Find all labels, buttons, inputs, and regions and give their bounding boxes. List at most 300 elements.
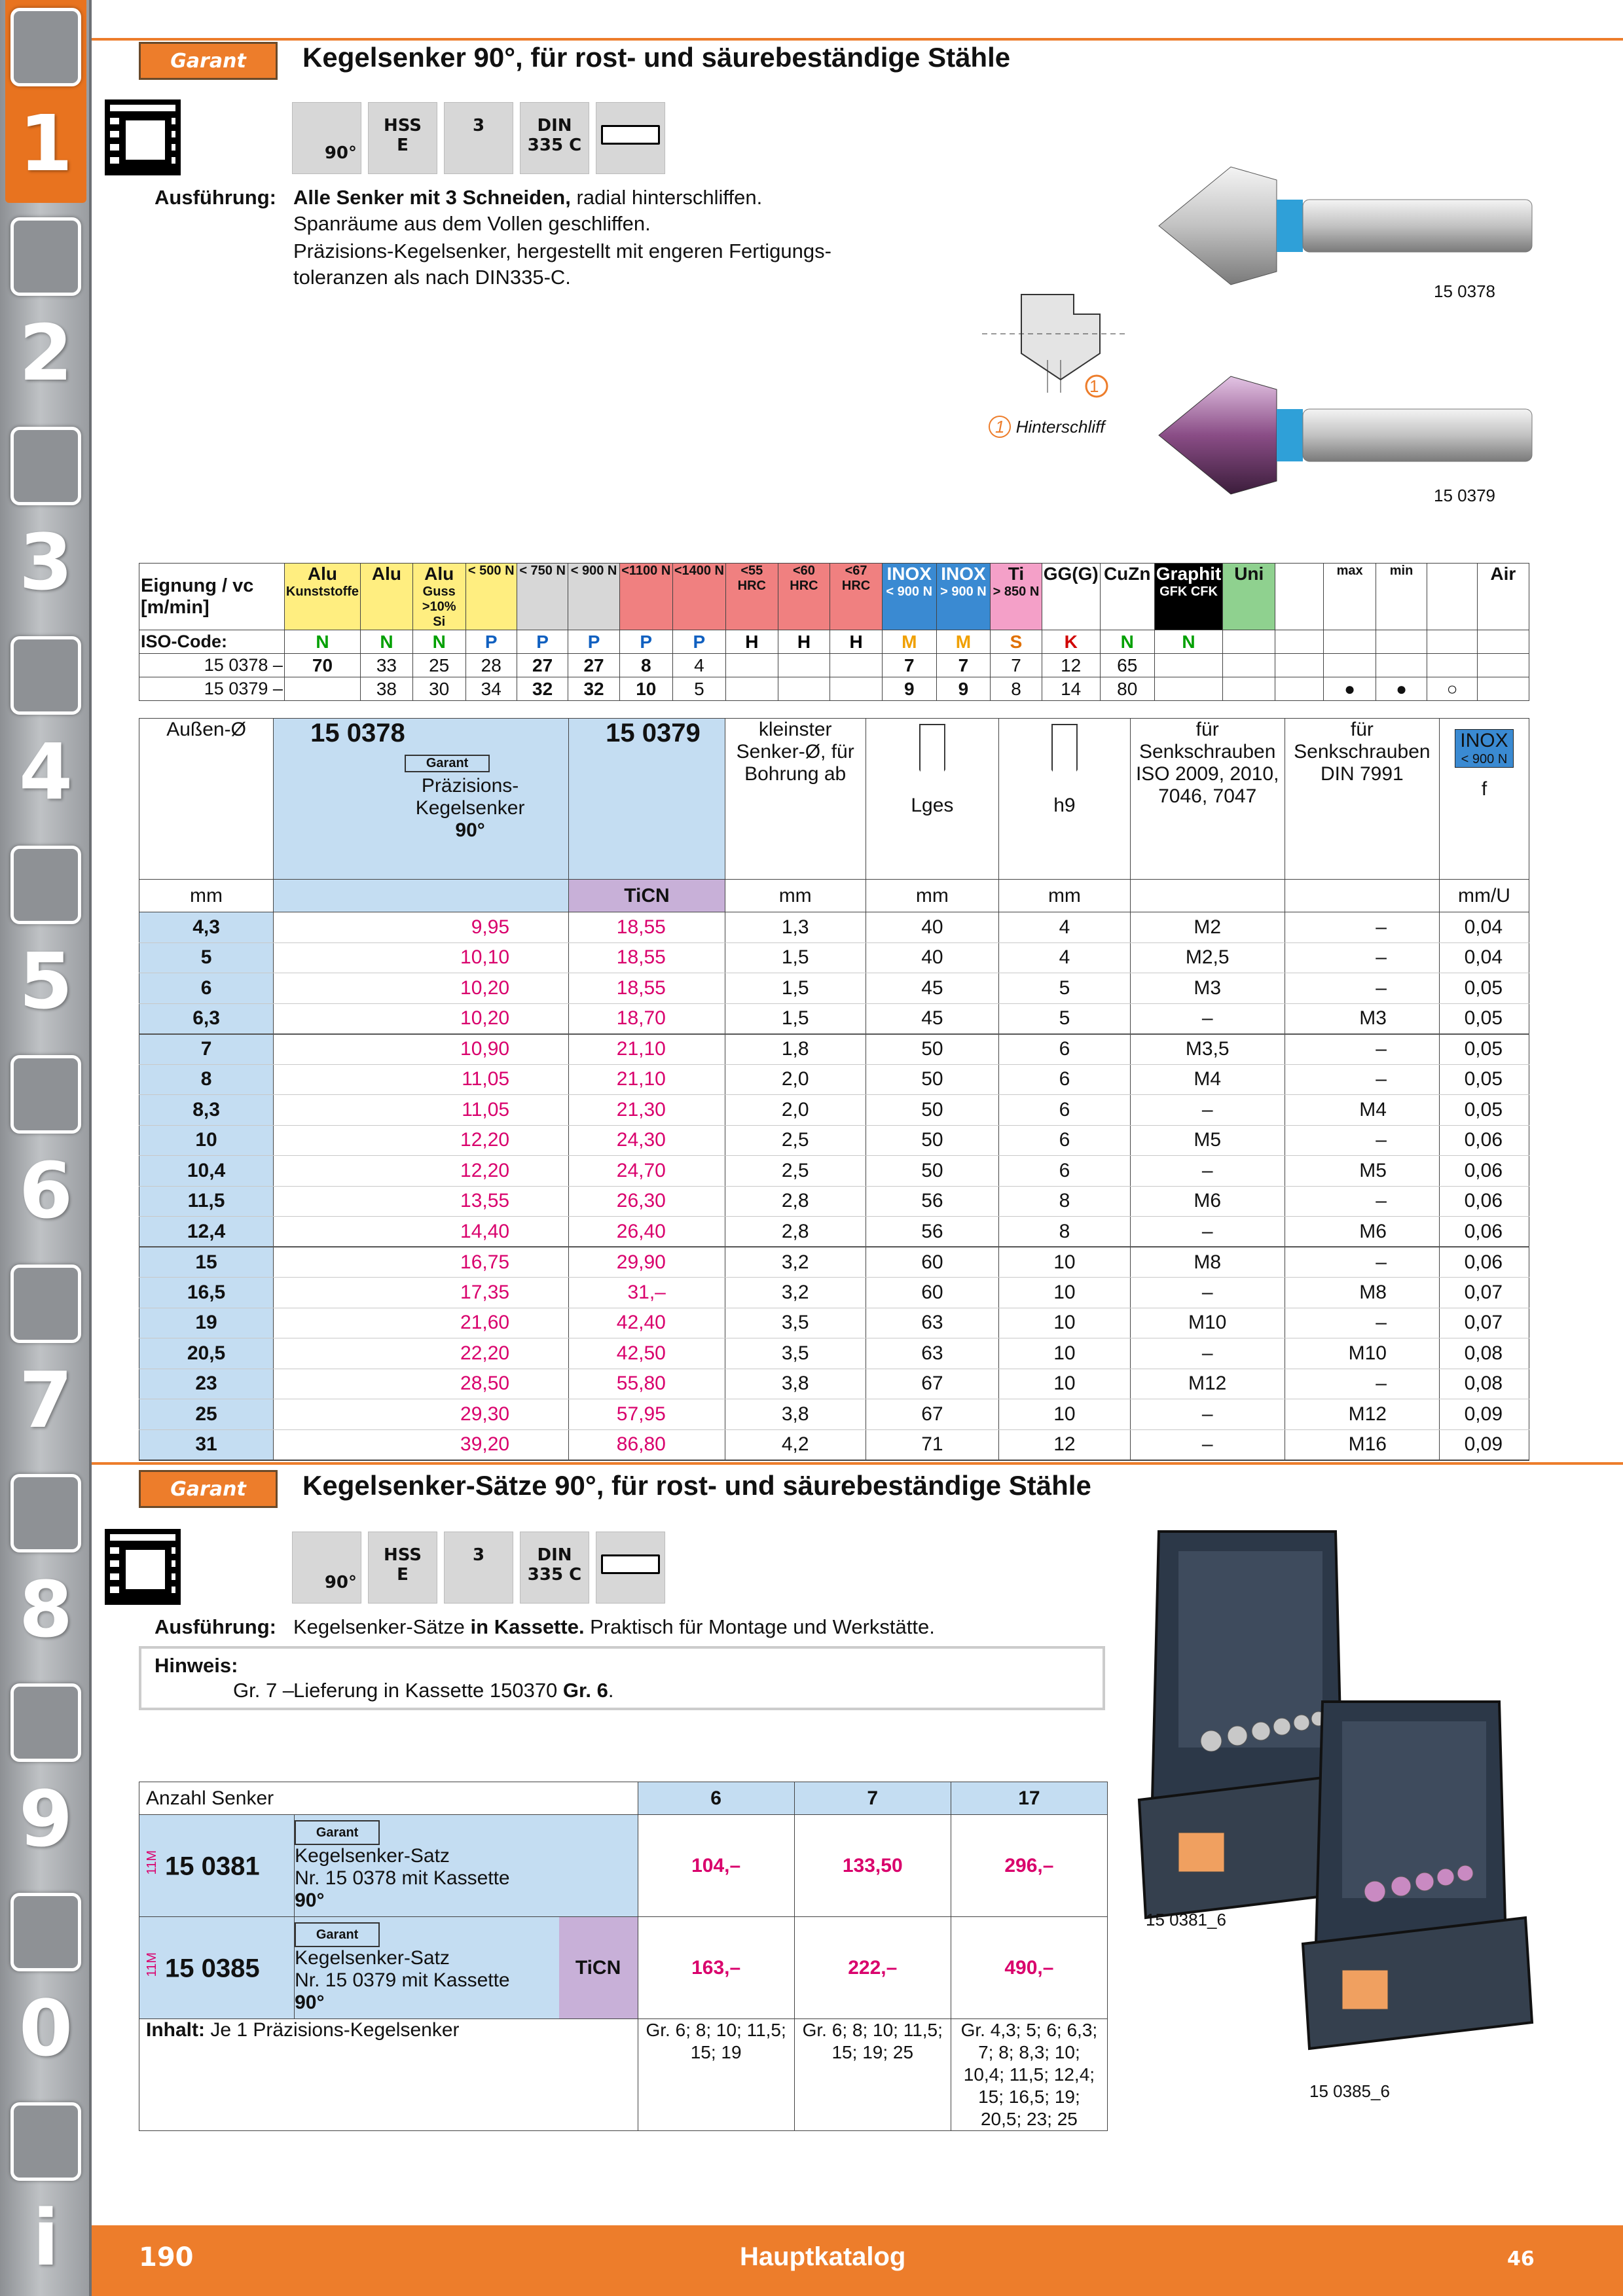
cell[interactable]: 18,55 (569, 973, 725, 1004)
cell: 5 (999, 1003, 1130, 1034)
sidebar-tab-i[interactable] (5, 2094, 86, 2296)
sidebar-tab-0[interactable] (5, 1885, 86, 2088)
sets-head-label: Anzahl Senker (139, 1782, 638, 1815)
three-flute-icon: 3 (444, 102, 513, 174)
material-header (1477, 564, 1529, 630)
cell: M3 (1130, 973, 1285, 1004)
set-price[interactable]: 296,– (951, 1815, 1107, 1917)
material-header (619, 564, 672, 630)
cell: – (1130, 1399, 1285, 1430)
unit-cell (1285, 880, 1439, 912)
cell[interactable]: 13,55 (274, 1186, 569, 1217)
iso-code: P (465, 630, 517, 654)
cell[interactable]: 57,95 (569, 1399, 725, 1430)
cell: 0,09 (1439, 1429, 1529, 1460)
cell: 0,06 (1439, 1247, 1529, 1278)
cell: 0,09 (1439, 1399, 1529, 1430)
cell: 2,5 (725, 1156, 866, 1187)
cell: 0,04 (1439, 912, 1529, 943)
saw-blade-icon (10, 846, 81, 924)
cell: 67 (866, 1369, 999, 1399)
set-size: 6 (638, 1782, 794, 1815)
cell: M5 (1285, 1156, 1439, 1187)
cell: 10 (999, 1338, 1130, 1369)
cell[interactable]: 10,20 (274, 973, 569, 1004)
wrench-icon (10, 1055, 81, 1134)
cell: 1,5 (725, 942, 866, 973)
col-art2 (569, 719, 725, 880)
col-symbol: Lges (911, 795, 954, 816)
cell: – (1285, 912, 1439, 943)
cell: 8 (139, 1064, 274, 1095)
vc-value: 9 (936, 677, 991, 701)
cell: 4 (999, 942, 1130, 973)
cell[interactable]: 14,40 (274, 1217, 569, 1247)
din-standard-icon: DIN 335 C (520, 102, 589, 174)
vc-value: 7 (991, 654, 1042, 677)
vc-value (1275, 654, 1324, 677)
length-icon (919, 724, 945, 789)
sidebar-tab-number: 2 (18, 308, 73, 398)
vc-value (1477, 654, 1529, 677)
material-sub: GFK CFK (1159, 584, 1218, 599)
cell[interactable]: 42,50 (569, 1338, 725, 1369)
product-table (139, 718, 1529, 1461)
qr-code-icon[interactable] (105, 99, 181, 175)
cell[interactable]: 24,30 (569, 1125, 725, 1156)
vc-value: 10 (619, 677, 672, 701)
cell: 4 (999, 912, 1130, 943)
table-row (139, 1034, 1529, 1065)
vc-value (1427, 654, 1477, 677)
cell: 5 (999, 973, 1130, 1004)
material-header (1376, 564, 1427, 630)
cell: M10 (1285, 1338, 1439, 1369)
cell: 0,07 (1439, 1278, 1529, 1308)
sidebar-tab-7[interactable] (5, 1257, 86, 1460)
cell[interactable]: 16,75 (274, 1247, 569, 1278)
cell: 6,3 (139, 1003, 274, 1034)
cell: 31 (139, 1429, 274, 1460)
cell[interactable]: 10,90 (274, 1034, 569, 1065)
material-sub: max (1336, 564, 1363, 578)
material-sub: < 750 N (519, 564, 566, 578)
vc-value: 30 (412, 677, 465, 701)
caliper-icon (10, 636, 81, 715)
cell[interactable]: 26,40 (569, 1217, 725, 1247)
material-header (830, 564, 883, 630)
cell: 50 (866, 1064, 999, 1095)
material-header (1100, 564, 1154, 630)
relief-grind-diagram (982, 288, 1139, 419)
cell[interactable]: 18,70 (569, 1003, 725, 1034)
hinweis-gr: Gr. 7 – (233, 1679, 295, 1702)
table-row (139, 1125, 1529, 1156)
iso-code: M (882, 630, 936, 654)
footer-num: 46 (1507, 2248, 1535, 2270)
cell: 10,4 (139, 1156, 274, 1187)
set-content-label (139, 2019, 638, 2131)
cell: 10 (999, 1278, 1130, 1308)
table-row (139, 1369, 1529, 1399)
cell: 0,05 (1439, 1095, 1529, 1126)
cell: – (1285, 942, 1439, 973)
vc-value: 8 (619, 654, 672, 677)
img2-caption: 15 0379 (1434, 486, 1495, 505)
vc-value: 80 (1100, 677, 1154, 701)
ausfuehrung-label-2: Ausführung: (155, 1615, 276, 1638)
cell: M10 (1130, 1308, 1285, 1338)
cell[interactable]: 21,10 (569, 1064, 725, 1095)
tap-icon (10, 427, 81, 505)
cell: 56 (866, 1217, 999, 1247)
cell[interactable]: 12,20 (274, 1125, 569, 1156)
footer-bar (92, 2225, 1623, 2296)
cell: 1,5 (725, 973, 866, 1004)
table-row (139, 1064, 1529, 1095)
inox-badge-sub: < 900 N (1461, 752, 1508, 766)
cell: 16,5 (139, 1278, 274, 1308)
section1-title: Kegelsenker 90°, für rost- und säurebeständige Stähle (302, 42, 1011, 73)
table-row (139, 1399, 1529, 1430)
sidebar-tab-8[interactable] (5, 1466, 86, 1669)
cell[interactable]: 18,55 (569, 942, 725, 973)
iso-code (1275, 630, 1324, 654)
cell: 3,8 (725, 1399, 866, 1430)
set-size: 7 (794, 1782, 951, 1815)
vc-value: 14 (1042, 677, 1100, 701)
case1-caption: 15 0381_6 (1146, 1910, 1226, 1929)
set-tag: 11M (145, 1850, 159, 1875)
cell[interactable]: 29,30 (274, 1399, 569, 1430)
vc-value: ● (1376, 677, 1427, 701)
product-image-150378 (1152, 157, 1545, 288)
material-sub: <67 HRC (841, 564, 871, 593)
cell: 3,5 (725, 1338, 866, 1369)
table-row (139, 1156, 1529, 1187)
cell: – (1130, 1338, 1285, 1369)
din-standard-icon: DIN 335 C (520, 1532, 589, 1604)
article-number: 15 0378 (310, 719, 405, 747)
cell: M4 (1285, 1095, 1439, 1126)
material-header (1324, 564, 1376, 630)
sidebar-tab-5[interactable] (5, 838, 86, 1041)
material-title: INOX (941, 564, 986, 584)
cell: 50 (866, 1156, 999, 1187)
material-title: Alu (371, 564, 401, 584)
cell[interactable]: 29,90 (569, 1247, 725, 1278)
set-price[interactable]: 163,– (638, 1917, 794, 2019)
case2-caption: 15 0385_6 (1309, 2081, 1390, 2101)
vc-value (1154, 654, 1223, 677)
hss-material-icon: HSS E (368, 102, 437, 174)
cell: 25 (139, 1399, 274, 1430)
desc1: Präzisions-Kegelsenker (415, 775, 525, 819)
cell: 4,3 (139, 912, 274, 943)
cell: 0,06 (1439, 1186, 1529, 1217)
drill-bit-icon (10, 8, 81, 86)
set-article (139, 1815, 295, 1917)
sidebar-tab-number: 7 (18, 1355, 73, 1445)
cell[interactable]: 42,40 (569, 1308, 725, 1338)
vc-value: 32 (568, 677, 619, 701)
cell: 60 (866, 1247, 999, 1278)
set-coating (559, 1815, 638, 1917)
hinweis-text: Lieferung in Kassette 150370 Gr. 6. (293, 1679, 614, 1702)
vc-value: 25 (412, 654, 465, 677)
footer-title: Hauptkatalog (740, 2242, 906, 2271)
cell: 2,8 (725, 1186, 866, 1217)
cell[interactable]: 55,80 (569, 1369, 725, 1399)
cell: 0,06 (1439, 1217, 1529, 1247)
iso-code: N (1100, 630, 1154, 654)
cell: 2,0 (725, 1095, 866, 1126)
countersink-angle-icon: 90° (292, 1532, 361, 1604)
cell: 40 (866, 942, 999, 973)
workshop-icon (10, 1474, 81, 1552)
vc-value (778, 677, 830, 701)
unit-cell: mm (999, 880, 1130, 912)
cell: 2,8 (725, 1217, 866, 1247)
cell: 50 (866, 1034, 999, 1065)
cell: 56 (866, 1186, 999, 1217)
cell: M5 (1130, 1125, 1285, 1156)
cell[interactable]: 24,70 (569, 1156, 725, 1187)
iso-code: P (672, 630, 725, 654)
material-sub: <60 HRC (790, 564, 818, 593)
cell: 1,5 (725, 1003, 866, 1034)
cell: 3,2 (725, 1247, 866, 1278)
sidebar-tab-6[interactable] (5, 1047, 86, 1250)
cell[interactable]: 10,10 (274, 942, 569, 973)
cell: M16 (1285, 1429, 1439, 1460)
garant-mini-logo: Garant (405, 755, 490, 772)
material-sub: min (1389, 564, 1413, 578)
inox-badge (1455, 729, 1514, 768)
garant-mini-logo: Garant (295, 1922, 380, 1947)
sidebar-tab-1[interactable] (5, 0, 86, 203)
col-symbol: h9 (1053, 795, 1076, 816)
material-header (1275, 564, 1324, 630)
cell[interactable]: 21,10 (569, 1034, 725, 1065)
cylindrical-shank-icon (596, 102, 665, 174)
cell: 6 (139, 973, 274, 1004)
set-price[interactable]: 222,– (794, 1917, 951, 2019)
cell: M8 (1285, 1278, 1439, 1308)
iso-code (1427, 630, 1477, 654)
material-header (517, 564, 568, 630)
ausfuehrung-line3: Präzisions-Kegelsenker, hergestellt mit engeren Fertigungs- (293, 240, 831, 262)
material-title: CuZn (1103, 564, 1151, 584)
table-row (139, 1003, 1529, 1034)
inhalt-text: Je 1 Präzisions-Kegelsenker (205, 2019, 460, 2041)
sidebar-tab-4[interactable] (5, 628, 86, 831)
cell: 6 (999, 1156, 1130, 1187)
cell: M4 (1130, 1064, 1285, 1095)
sidebar-tab-3[interactable] (5, 419, 86, 622)
material-header (568, 564, 619, 630)
case-image-150385 (1296, 1695, 1539, 2062)
set-row (139, 1917, 1108, 2019)
vc-value: 38 (361, 677, 413, 701)
vc-value: 7 (882, 654, 936, 677)
cell[interactable]: 21,60 (274, 1308, 569, 1338)
sidebar-tab-number: 1 (18, 98, 73, 188)
cell: 40 (866, 912, 999, 943)
cell: 20,5 (139, 1338, 274, 1369)
cell: 0,05 (1439, 1034, 1529, 1065)
sidebar-tab-number: i (32, 2193, 60, 2283)
material-title: Uni (1234, 564, 1264, 584)
cell: M6 (1285, 1217, 1439, 1247)
unit-cell: TiCN (569, 880, 725, 912)
material-sub: Kunststoffe (285, 584, 359, 599)
three-flute-icon: 3 (444, 1532, 513, 1604)
cylindrical-shank-icon (596, 1532, 665, 1604)
set-desc2: Nr. 15 0378 mit Kassette (295, 1867, 510, 1889)
ausfuehrung-line2: Spanräume aus dem Vollen geschliffen. (293, 212, 651, 235)
vc-value: 5 (672, 677, 725, 701)
set-desc1: Kegelsenker-Satz (295, 1946, 450, 1969)
material-sub: < 900 N (886, 584, 933, 599)
material-sub: <1100 N (621, 564, 671, 578)
vc-value (830, 654, 883, 677)
col-min-diameter: kleinster Senker-Ø, für Bohrung ab (725, 719, 866, 880)
sets-table (139, 1782, 1108, 2131)
material-sub: > 850 N (993, 584, 1040, 599)
cell: 10 (139, 1125, 274, 1156)
cell: 7 (139, 1034, 274, 1065)
material-title: Alu (424, 564, 454, 584)
cell: 8 (999, 1186, 1130, 1217)
cell[interactable]: 31,– (569, 1278, 725, 1308)
material-sub: Guss >10% Si (422, 584, 456, 629)
cell: 15 (139, 1247, 274, 1278)
table-row (139, 1247, 1529, 1278)
cell[interactable]: 26,30 (569, 1186, 725, 1217)
cell: 3,8 (725, 1369, 866, 1399)
cell: 11,5 (139, 1186, 274, 1217)
sidebar-tab-number: 8 (18, 1564, 73, 1655)
cell[interactable]: 21,30 (569, 1095, 725, 1126)
material-title: Ti (1008, 564, 1025, 584)
cell: 10 (999, 1399, 1130, 1430)
material-header (361, 564, 413, 630)
info-icon (10, 2102, 81, 2181)
cell: – (1285, 1247, 1439, 1278)
material-sub: < 900 N (570, 564, 617, 578)
cell[interactable]: 12,20 (274, 1156, 569, 1187)
material-header (284, 564, 360, 630)
iso-code: N (1154, 630, 1223, 654)
cell: 6 (999, 1034, 1130, 1065)
cell[interactable]: 17,35 (274, 1278, 569, 1308)
article-number: 15 0379 (606, 719, 701, 747)
unit-cell (1130, 880, 1285, 912)
sidebar-tab-2[interactable] (5, 209, 86, 412)
section2-rule (92, 1462, 1623, 1465)
vc-value (1376, 654, 1427, 677)
cell: 10 (999, 1369, 1130, 1399)
vc-value (778, 654, 830, 677)
set-article-number: 15 0385 (165, 1954, 260, 1983)
vc-value (1275, 677, 1324, 701)
diagram-label: 1 Hinterschliff (989, 414, 1105, 440)
sidebar-tab-number: 6 (18, 1145, 73, 1236)
hss-material-icon: HSS E (368, 1532, 437, 1604)
cell[interactable]: 86,80 (569, 1429, 725, 1460)
garant-mini-logo: Garant (295, 1820, 380, 1845)
set-price[interactable]: 490,– (951, 1917, 1107, 2019)
iso-code: M (936, 630, 991, 654)
vc-value (726, 677, 778, 701)
cell: – (1285, 1125, 1439, 1156)
material-header (465, 564, 517, 630)
cell: 8,3 (139, 1095, 274, 1126)
vc-value: 8 (991, 677, 1042, 701)
cell[interactable]: 22,20 (274, 1338, 569, 1369)
page-number: 190 (139, 2242, 194, 2272)
set-price[interactable]: 104,– (638, 1815, 794, 1917)
sidebar-tab-number: 0 (18, 1983, 73, 2073)
cell: 8 (999, 1217, 1130, 1247)
diagram-mark: 1 (1089, 376, 1099, 396)
cell: 3,5 (725, 1308, 866, 1338)
cell[interactable]: 11,05 (274, 1064, 569, 1095)
vc-value: 32 (517, 677, 568, 701)
cell[interactable]: 18,55 (569, 912, 725, 943)
material-header (412, 564, 465, 630)
cell: – (1130, 1429, 1285, 1460)
cell[interactable]: 11,05 (274, 1095, 569, 1126)
material-sub: < 500 N (467, 564, 515, 578)
ausfuehrung-text-2: Kegelsenker-Sätze in Kassette. Praktisch für Montage und Werkstätte. (293, 1615, 935, 1638)
material-header (882, 564, 936, 630)
cell: – (1285, 1186, 1439, 1217)
shank-icon (1051, 724, 1078, 789)
cell[interactable]: 9,95 (274, 912, 569, 943)
iso-code (1477, 630, 1529, 654)
qr-code-icon-2[interactable] (105, 1529, 181, 1605)
cell[interactable]: 10,20 (274, 1003, 569, 1034)
table-row (139, 1338, 1529, 1369)
iso-code: H (830, 630, 883, 654)
milling-insert-icon (10, 217, 81, 296)
set-price[interactable]: 133,50 (794, 1815, 951, 1917)
sidebar (0, 0, 92, 2296)
cell: – (1285, 1064, 1439, 1095)
desc2: 90° (455, 819, 485, 841)
vc-value: 28 (465, 654, 517, 677)
col-iso-screws: für Senkschrauben ISO 2009, 2010, 7046, 7047 (1130, 719, 1285, 880)
section2-title: Kegelsenker-Sätze 90°, für rost- und säurebeständige Stähle (302, 1470, 1091, 1501)
cell: 60 (866, 1278, 999, 1308)
cell: M6 (1130, 1186, 1285, 1217)
iso-code (1223, 630, 1275, 654)
cell[interactable]: 28,50 (274, 1369, 569, 1399)
iso-code: P (517, 630, 568, 654)
material-title: Air (1490, 564, 1516, 584)
iso-code: N (361, 630, 413, 654)
garant-logo: Garant (139, 42, 278, 80)
sidebar-tab-9[interactable] (5, 1676, 86, 1878)
cell: 12 (999, 1429, 1130, 1460)
material-header (778, 564, 830, 630)
cell: – (1285, 1369, 1439, 1399)
cell[interactable]: 39,20 (274, 1429, 569, 1460)
cell: M2 (1130, 912, 1285, 943)
vc-value: 4 (672, 654, 725, 677)
